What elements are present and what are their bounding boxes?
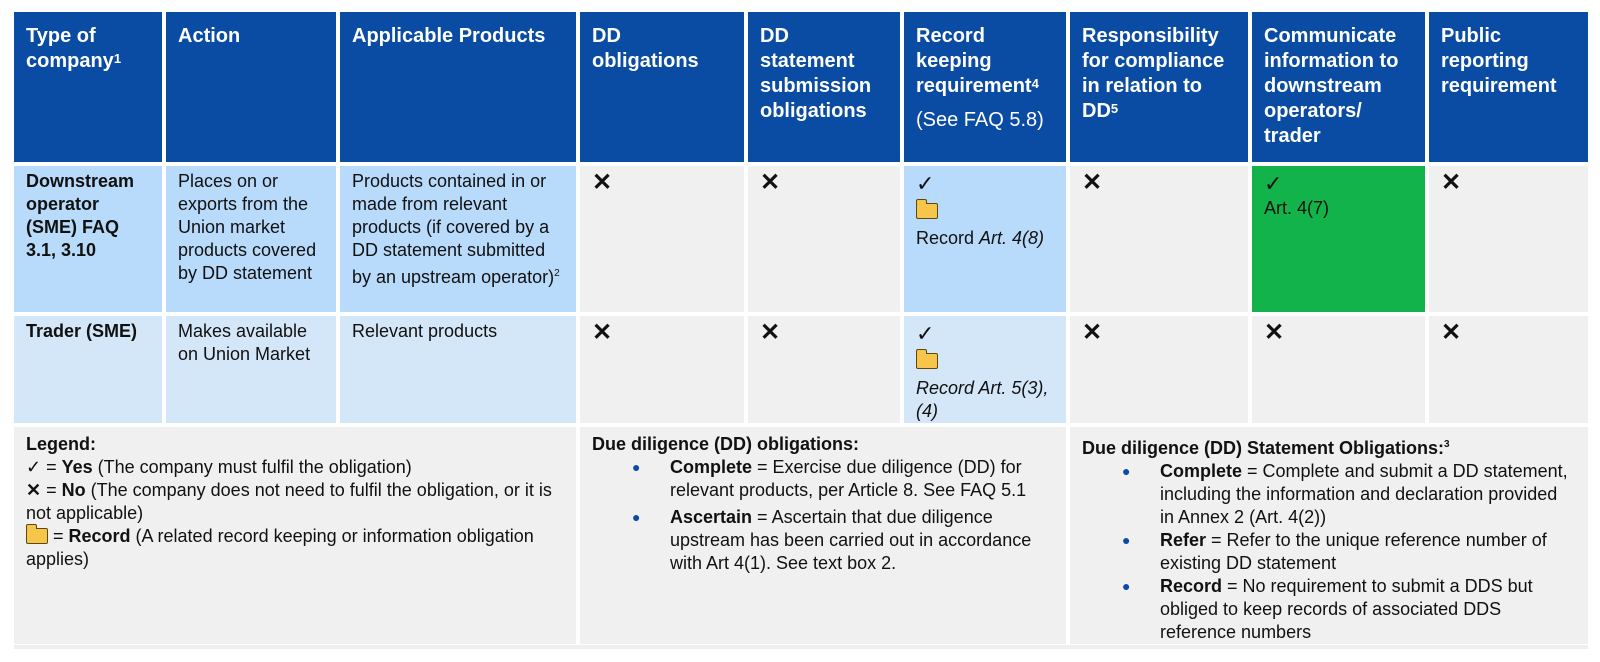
check-icon: ✓ <box>26 457 42 477</box>
header-dd-statement: DD statement submission obligations <box>748 12 900 162</box>
dd-legend-item: ● Ascertain = Ascertain that due diligence upstream has been carried out in accordance with Art 4(1). See text box 2. <box>670 506 1054 575</box>
cell-responsibility <box>1070 316 1248 423</box>
cell-communicate: ✓ Art. 4(7) <box>1252 166 1425 312</box>
legend-record: = Record (A related record keeping or information obligation applies) <box>26 526 534 569</box>
no-icon: ✕ <box>1082 319 1103 346</box>
bottom-divider <box>14 645 1588 649</box>
dds-legend-item: ● Complete = Complete and submit a DD statement, including the information and declaration provided in Annex 2 (Art. 4(2)) <box>1160 460 1576 529</box>
no-icon: ✕ <box>1441 169 1462 196</box>
dd-legend-title: Due diligence (DD) obligations: <box>592 434 860 454</box>
check-icon: ✓ <box>1264 171 1283 196</box>
no-icon: ✕ <box>592 319 613 346</box>
dds-legend-item: ● Refer = Refer to the unique reference number of existing DD statement <box>1160 529 1576 575</box>
cell-action: Places on or exports from the Union market products covered by DD statement <box>166 166 336 312</box>
cell-type: Trader (SME) <box>14 316 162 423</box>
header-record-keeping: Record keeping requirement$^4$ (See FAQ 5.8) <box>904 12 1066 162</box>
no-icon: ✕ <box>1082 169 1103 196</box>
header-row <box>14 12 1588 162</box>
header-type-of-company: Type of company$^1$ <box>14 12 162 162</box>
no-icon: ✕ <box>26 480 42 500</box>
header-dd-obligations: DD obligations <box>580 12 744 162</box>
no-icon: ✕ <box>1264 319 1285 346</box>
folder-icon <box>916 353 938 369</box>
no-icon: ✕ <box>760 319 781 346</box>
table-row-trader <box>14 316 1588 423</box>
header-applicable-products: Applicable Products <box>340 12 576 162</box>
folder-icon <box>26 528 48 544</box>
cell-dd <box>580 166 744 312</box>
legend-row <box>14 427 1588 644</box>
cell-action: Makes available on Union Market <box>166 316 336 423</box>
no-icon: ✕ <box>760 169 781 196</box>
cell-products: Products contained in or made from relevant products (if covered by a DD statement submitted by an upstream operator)$^2$ <box>340 166 576 312</box>
cell-record: ✓ Record Art. 5(3), (4) <box>904 316 1066 423</box>
table-row-downstream-operator <box>14 166 1588 312</box>
dds-legend-title: Due diligence (DD) Statement Obligations:$^3$ <box>1082 438 1450 458</box>
cell-type: Downstream operator (SME) FAQ 3.1, 3.10 <box>14 166 162 312</box>
cell-public <box>1429 166 1588 312</box>
cell-products: Relevant products <box>340 316 576 423</box>
no-icon: ✕ <box>1441 319 1462 346</box>
cell-responsibility <box>1070 166 1248 312</box>
cell-dds <box>748 166 900 312</box>
legend-no: ✕ = No (The company does not need to fulfil the obligation, or it is not applicable) <box>26 480 552 523</box>
cell-public <box>1429 316 1588 423</box>
no-icon: ✕ <box>592 169 613 196</box>
cell-dd <box>580 316 744 423</box>
header-public-reporting: Public reporting requirement <box>1429 12 1588 162</box>
header-action: Action <box>166 12 336 162</box>
cell-communicate <box>1252 316 1425 423</box>
cell-record: ✓ Record Art. 4(8) <box>904 166 1066 312</box>
check-icon: ✓ <box>916 171 935 196</box>
legend-dd-obligations <box>580 427 1066 644</box>
legend-symbols <box>14 427 576 644</box>
dds-legend-item: ● Record = No requirement to submit a DDS but obliged to keep records of associated DDS reference numbers <box>1160 575 1576 644</box>
legend-title: Legend: <box>26 434 96 454</box>
cell-dds <box>748 316 900 423</box>
dd-legend-item: ● Complete = Exercise due diligence (DD) for relevant products, per Article 8. See FAQ 5.1 <box>670 456 1054 502</box>
legend-dds-obligations <box>1070 427 1588 644</box>
legend-yes: ✓ = Yes (The company must fulfil the obligation) <box>26 457 412 477</box>
obligations-table <box>10 8 1592 648</box>
header-responsibility: Responsibility for compliance in relation to $DD^5$ <box>1070 12 1248 162</box>
check-icon: ✓ <box>916 321 935 346</box>
header-communicate: Communicate information to downstream operators/ trader <box>1252 12 1425 162</box>
folder-icon <box>916 203 938 219</box>
header-record-keeping-note: (See FAQ 5.8) <box>916 109 1044 131</box>
